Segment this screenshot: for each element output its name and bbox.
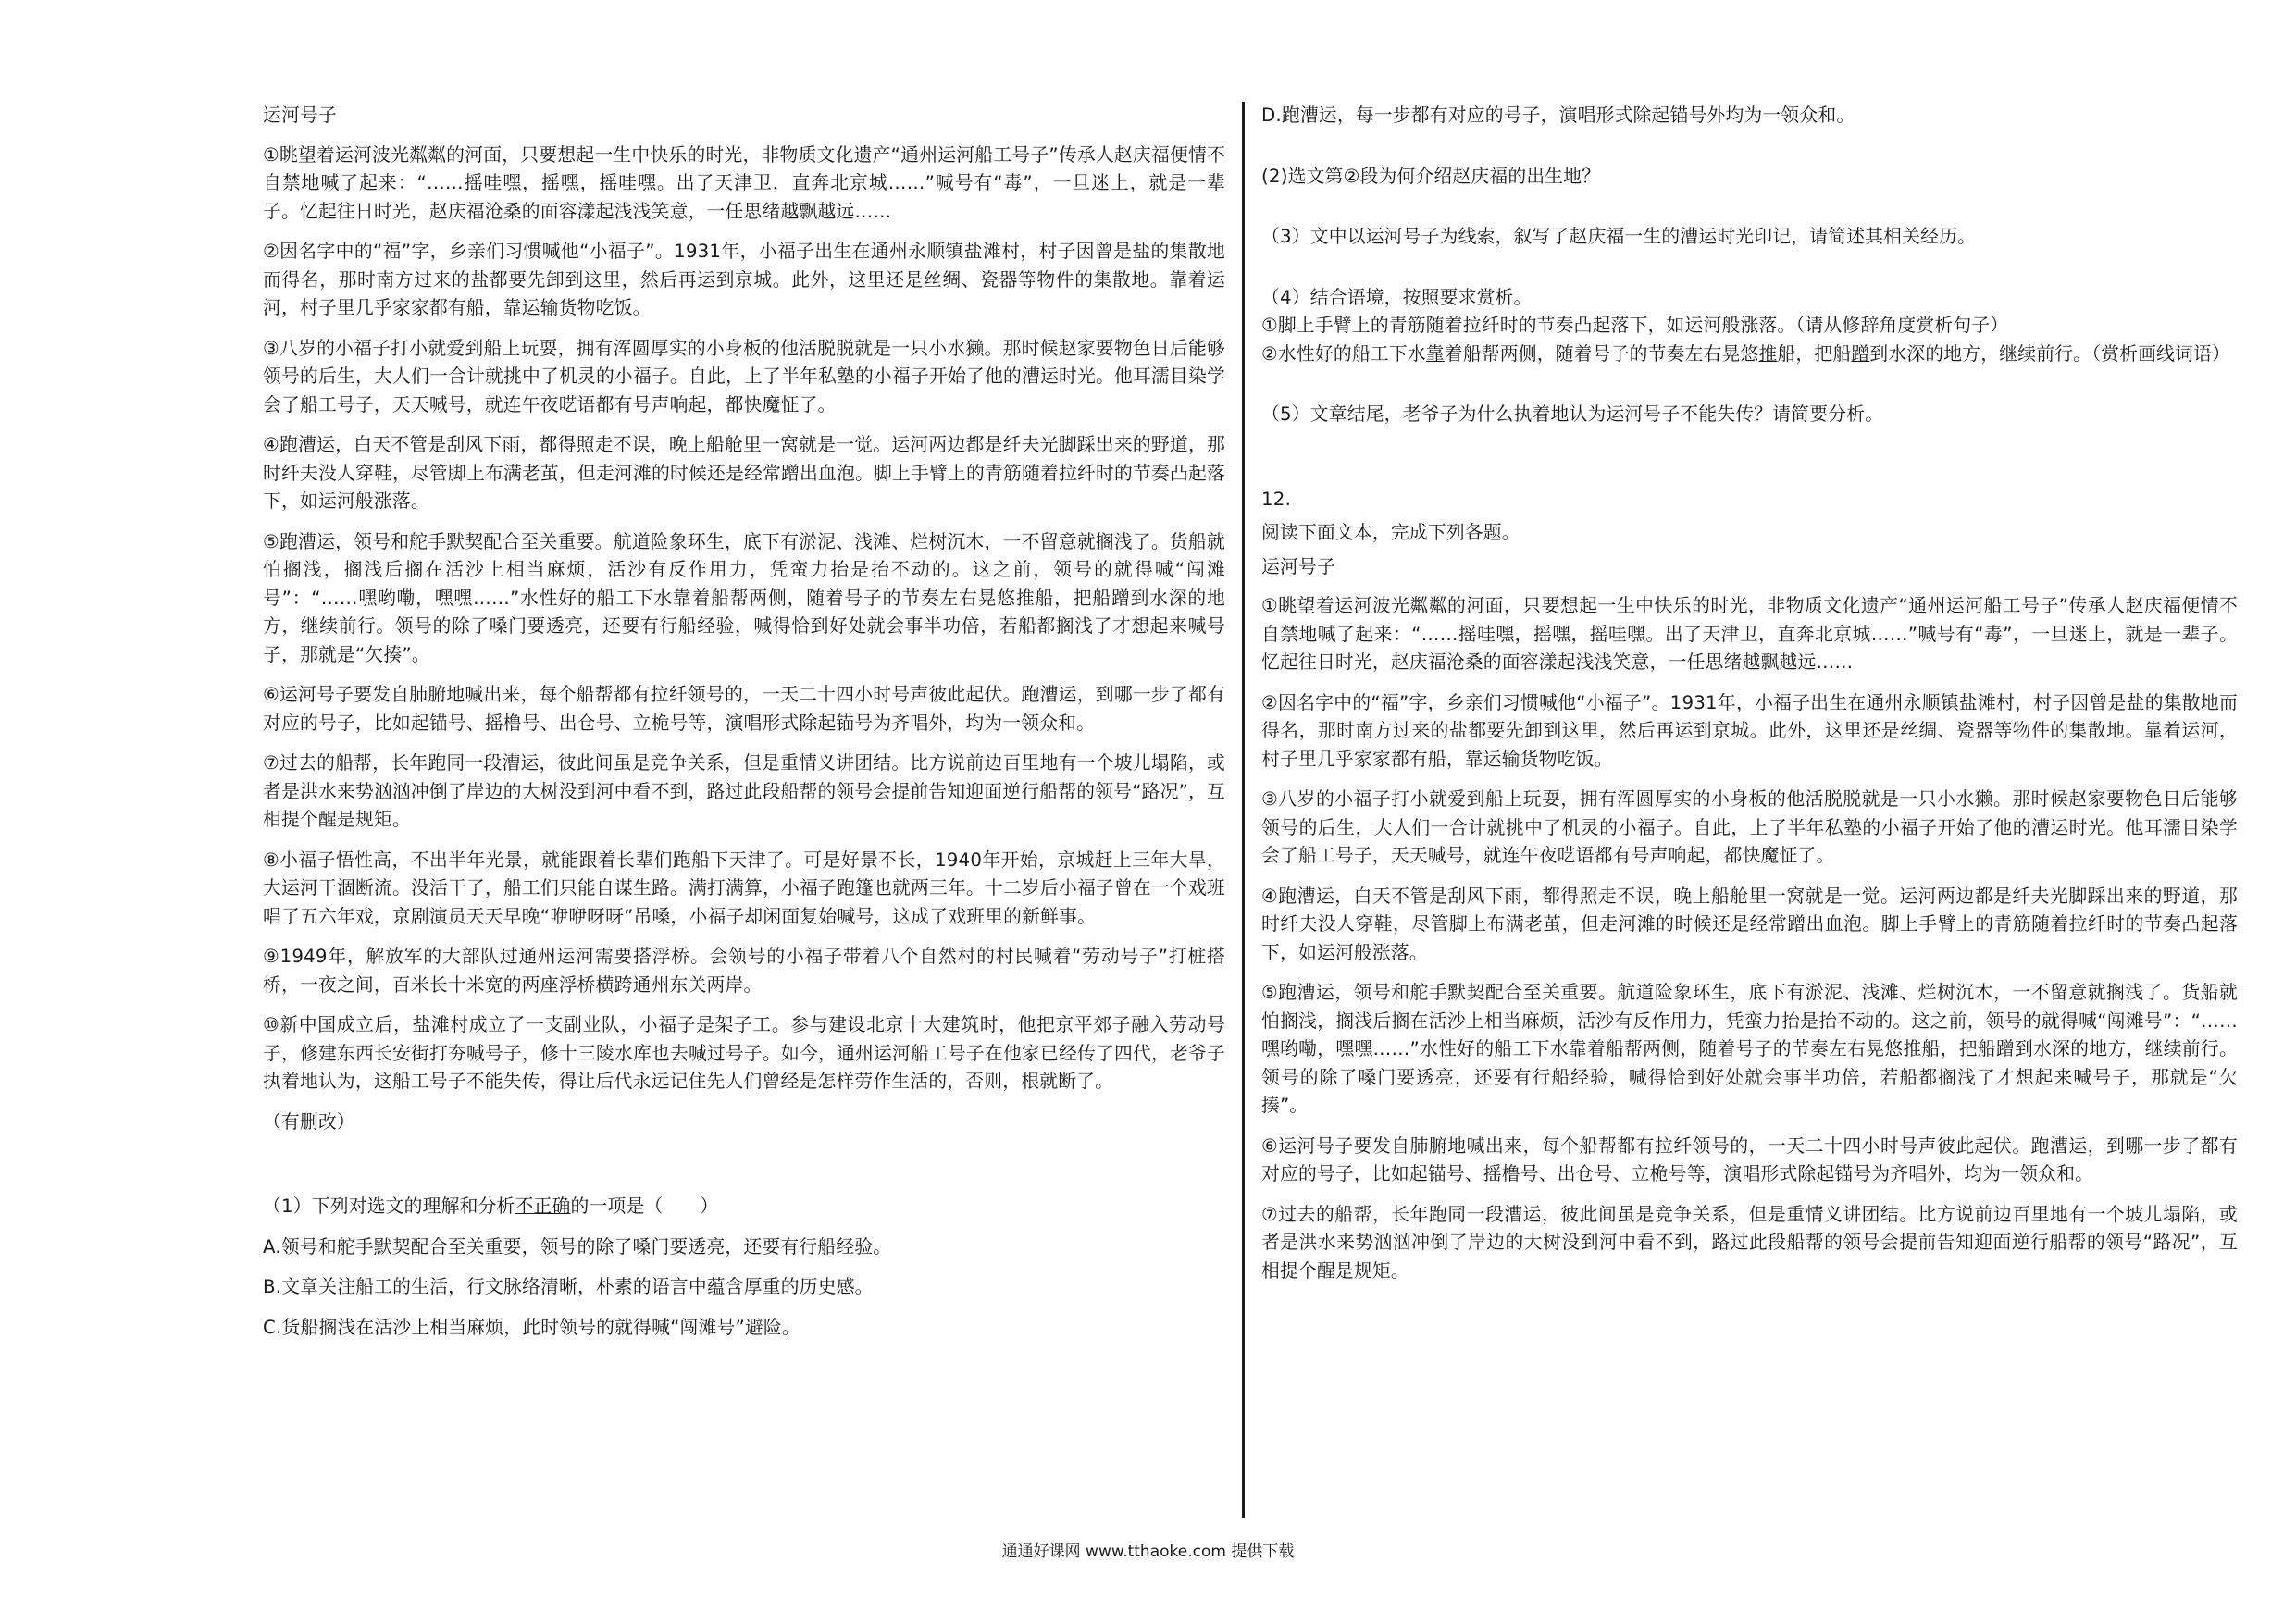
paragraph-4: ④跑漕运，白天不管是刮风下雨，都得照走不误，晚上船舱里一窝就是一觉。运河两边都是纤夫光脚踩出来的野道，那时纤夫没人穿鞋，尽管脚上布满老茧，但走河滩的时候还是经常蹭出血泡。脚上手臂上的青筋随着拉纤时的节奏凸起落下，如运河般涨落。 (263, 434, 1225, 512)
underlined-word: 不正确 (515, 1196, 571, 1217)
question-1: （1）下列对选文的理解和分析不正确的一项是（ ） (263, 1196, 719, 1217)
question-2: (2)选文第②段为何介绍赵庆福的出生地？ (1261, 165, 1601, 187)
r-paragraph-4: ④跑漕运，白天不管是刮风下雨，都得照走不误，晚上船舱里一窝就是一觉。运河两边都是纤夫光脚踩出来的野道，那时纤夫没人穿鞋，尽管脚上布满老茧，但走河滩的时候还是经常蹭出血泡。脚上手臂上的青筋随着拉纤时的节奏凸起落下，如运河般涨落。 (1261, 885, 2238, 963)
question-4-1: ①脚上手臂上的青筋随着拉纤时的节奏凸起落下，如运河般涨落。（请从修辞角度赏析句子） (1261, 315, 2009, 336)
option-b: B.文章关注船工的生活，行文脉络清晰，朴素的语言中蕴含厚重的历史感。 (263, 1276, 874, 1297)
r-paragraph-5: ⑤跑漕运，领号和舵手默契配合至关重要。航道险象环生，底下有淤泥、浅滩、烂树沉木，一不留意就搁浅了。货船就怕搁浅，搁浅后搁在活沙上相当麻烦，活沙有反作用力，凭蛮力抬是抬不动的。这之前，领号的就得喊“闯滩号”：“……嘿哟嘞，嘿嘿……”水性好的船工下水靠着船帮两侧，随着号子的节奏左右晃悠推船，把船蹭到水深的地方，继续前行。领号的除了嗓门要透亮，还要有行船经验，喊得恰到好处就会事半功倍，若船都搁浅了才想起来喊号子，那就是“欠揍”。 (1261, 982, 2239, 1116)
paragraph-1: ①眺望着运河波光粼粼的河面，只要想起一生中快乐的时光，非物质文化遗产“通州运河船工号子”传承人赵庆福便情不自禁地喊了起来：“……摇哇嘿，摇嘿，摇哇嘿。出了天津卫，直奔北京城……”喊号有“毒”，一旦迷上，就是一辈子。忆起往日时光，赵庆福沧桑的面容漾起浅浅笑意，一任思绪越飘越远…… (263, 143, 1225, 222)
r-paragraph-1: ①眺望着运河波光粼粼的河面，只要想起一生中快乐的时光，非物质文化遗产“通州运河船工号子”传承人赵庆福便情不自禁地喊了起来：“……摇哇嘿，摇嘿，摇哇嘿。出了天津卫，直奔北京城……”喊号有“毒”，一旦迷上，就是一辈子。忆起往日时光，赵庆福沧桑的面容漾起浅浅笑意，一任思绪越飘越远…… (1261, 595, 2238, 673)
paragraph-7: ⑦过去的船帮，长年跑同一段漕运，彼此间虽是竞争关系，但是重情义讲团结。比方说前边百里地有一个坡儿塌陷，或者是洪水来势汹汹冲倒了岸边的大树没到河中看不到，路过此段船帮的领号会提前告知迎面逆行船帮的领号“路况”，互相提个醒是规矩。 (263, 752, 1225, 830)
paragraph-10: ⑩新中国成立后，盐滩村成立了一支副业队，小福子是架子工。参与建设北京十大建筑时，他把京平郊子融入劳动号子，修建东西长安街打夯喊号子，修十三陵水库也去喊过号子。如今，通州运河船工号子在他家已经传了四代，老爷子执着地认为，这船工号子不能失传，得让后代永远记住先人们曾经是怎样劳作生活的，否则，根就断了。 (263, 1014, 1225, 1092)
left-column (263, 102, 1225, 1354)
paragraph-8: ⑧小福子悟性高，不出半年光景，就能跟着长辈们跑船下天津了。可是好景不长，1940年开始，京城赶上三年大旱，大运河干涸断流。没活干了，船工们只能自谋生路。满打满算，小福子跑篷也就两三年。十二岁后小福子曾在一个戏班唱了五六年戏，京剧演员天天早晚“咿咿呀呀”吊嗓，小福子却闲面复始喊号，这成了戏班里的新鲜事。 (263, 849, 1225, 927)
paragraph-3: ③八岁的小福子打小就爱到船上玩耍，拥有浑圆厚实的小身板的他活脱脱就是一只小水獭。那时候赵家要物色日后能够领号的后生，大人们一合计就挑中了机灵的小福子。自此，上了半年私塾的小福子开始了他的漕运时光。他耳濡目染学会了船工号子，天天喊号，就连午夜呓语都有号声响起，都快魔怔了。 (263, 337, 1225, 415)
question-number: 12. (1261, 488, 1292, 510)
paragraph-6: ⑥运河号子要发自肺腑地喊出来，每个船帮都有拉纤领号的，一天二十四小时号声彼此起伏。跑漕运，到哪一步了都有对应的号子，比如起锚号、摇橹号、出仓号、立桅号等，演唱形式除起锚号为齐唱外，均为一领众和。 (263, 684, 1225, 734)
paragraph-5: ⑤跑漕运，领号和舵手默契配合至关重要。航道险象环生，底下有淤泥、浅滩、烂树沉木，一不留意就搁浅了。货船就怕搁浅，搁浅后搁在活沙上相当麻烦，活沙有反作用力，凭蛮力抬是抬不动的。这之前，领号的就得喊“闯滩号”：“……嘿哟嘞，嘿嘿……”水性好的船工下水靠着船帮两侧，随着号子的节奏左右晃悠推船，把船蹭到水深的地方，继续前行。领号的除了嗓门要透亮，还要有行船经验，喊得恰到好处就会事半功倍，若船都搁浅了才想起来喊号子，那就是“欠揍”。 (263, 530, 1225, 665)
paragraph-9: ⑨1949年，解放军的大部队过通州运河需要搭浮桥。会领号的小福子带着八个自然村的村民喊着“劳动号子”打桩搭桥，一夜之间，百米长十米宽的两座浮桥横跨通州东关两岸。 (263, 946, 1225, 996)
edit-note: （有删改） (263, 1110, 355, 1133)
r-paragraph-6: ⑥运河号子要发自肺腑地喊出来，每个船帮都有拉纤领号的，一天二十四小时号声彼此起伏。跑漕运，到哪一步了都有对应的号子，比如起锚号、摇橹号、出仓号、立桅号等，演唱形式除起锚号为齐唱外，均为一领众和。 (1261, 1134, 2238, 1184)
footer-source: 通通好课网 www.tthaoke.com 提供下载 (1001, 1542, 1295, 1561)
article-title: 运河号子 (263, 105, 337, 126)
question-5: （5）文章结尾，老爷子为什么执着地认为运河号子不能失传？请简要分析。 (1261, 403, 1884, 425)
option-a: A.领号和舵手默契配合至关重要，领号的除了嗓门要透亮，还要有行船经验。 (263, 1235, 892, 1258)
question-4: （4）结合语境，按照要求赏析。 (1261, 286, 1533, 308)
question-3: （3）文中以运河号子为线索，叙写了赵庆福一生的漕运时光印记，请简述其相关经历。 (1261, 226, 1977, 247)
question-4-2: ②水性好的船工下水靠着船帮两侧，随着号子的节奏左右晃悠推船，把船蹭到水深的地方，继续前行。（赏析画线词语） (1261, 342, 2231, 365)
article-title-2: 运河号子 (1261, 555, 1335, 577)
option-d: D.跑漕运，每一步都有对应的号子，演唱形式除起锚号外均为一领众和。 (1261, 105, 1855, 126)
paragraph-2: ②因名字中的“福”字，乡亲们习惯喊他“小福子”。1931年，小福子出生在通州永顺镇盐滩村，村子因曾是盐的集散地而得名，那时南方过来的盐都要先卸到这里，然后再运到京城。此外，这里还是丝绸、瓷器等物件的集散地。靠着运河，村子里几乎家家都有船，靠运输货物吃饭。 (263, 241, 1225, 318)
instruction: 阅读下面文本，完成下列各题。 (1261, 522, 1520, 543)
r-paragraph-2: ②因名字中的“福”字，乡亲们习惯喊他“小福子”。1931年，小福子出生在通州永顺镇盐滩村，村子因曾是盐的集散地而得名，那时南方过来的盐都要先卸到这里，然后再运到京城。此外，这里还是丝绸、瓷器等物件的集散地。靠着运河，村子里几乎家家都有船，靠运输货物吃饭。 (1261, 691, 2238, 770)
option-c: C.货船搁浅在活沙上相当麻烦，此时领号的就得喊“闯滩号”避险。 (263, 1316, 800, 1338)
r-paragraph-3: ③八岁的小福子打小就爱到船上玩耍，拥有浑圆厚实的小身板的他活脱脱就是一只小水獭。那时候赵家要物色日后能够领号的后生，大人们一合计就挑中了机灵的小福子。自此，上了半年私塾的小福子开始了他的漕运时光。他耳濡目染学会了船工号子，天天喊号，就连午夜呓语都有号声响起，都快魔怔了。 (1261, 788, 2238, 866)
right-column (1261, 102, 2238, 1297)
column-divider (1242, 102, 1245, 1518)
r-paragraph-7: ⑦过去的船帮，长年跑同一段漕运，彼此间虽是竞争关系，但是重情义讲团结。比方说前边百里地有一个坡儿塌陷，或者是洪水来势汹汹冲倒了岸边的大树没到河中看不到，路过此段船帮的领号会提前告知迎面逆行船帮的领号“路况”，互相提个醒是规矩。 (1261, 1203, 2238, 1282)
